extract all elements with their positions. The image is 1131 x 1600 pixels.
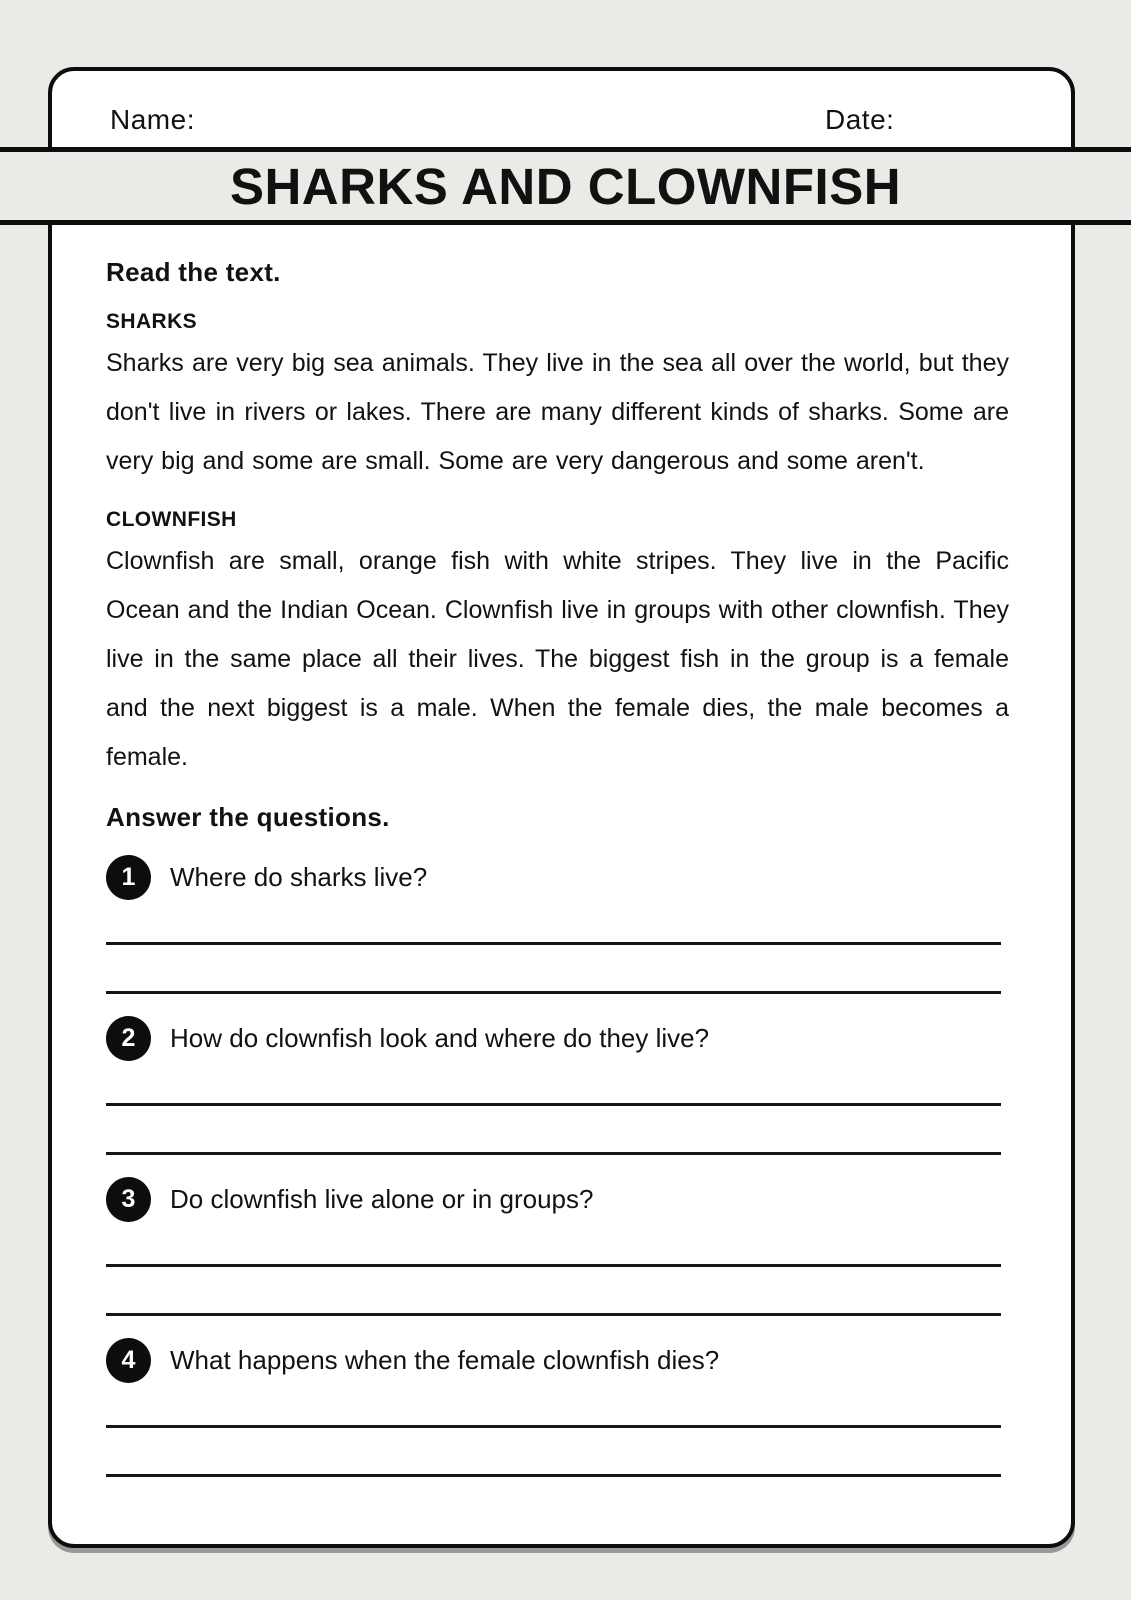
question-text: How do clownfish look and where do they live? xyxy=(170,1022,710,1053)
question-number-badge: 2 xyxy=(106,1016,151,1061)
question-number-badge: 4 xyxy=(106,1338,151,1383)
answer-line[interactable] xyxy=(106,1264,1001,1267)
name-label: Name: xyxy=(110,104,195,135)
question-number-badge: 3 xyxy=(106,1177,151,1222)
title-banner xyxy=(0,147,1131,225)
answer-line[interactable] xyxy=(106,1313,1001,1316)
page-title: SHARKS AND CLOWNFISH xyxy=(229,157,902,215)
section-text-clownfish: Clownfish are small, orange fish with white stripes. They live in the Pacific Ocean and the Indian Ocean. Clownfish live in groups with other clownfish. They live in the same place all their lives. The biggest fish in the group is a female and the next biggest is a male. When the female dies, the male becomes a female. xyxy=(106,547,1009,771)
worksheet-content xyxy=(48,229,1075,1477)
question-text: What happens when the female clownfish dies? xyxy=(170,1344,720,1375)
section-text-sharks: Sharks are very big sea animals. They live in the sea all over the world, but they don't live in rivers or lakes. There are many different kinds of sharks. Some are very big and some are small. Some are very dangerous and some aren't. xyxy=(106,349,1009,475)
date-label: Date: xyxy=(825,104,895,135)
question-text: Where do sharks live? xyxy=(170,861,428,892)
date-input-area[interactable] xyxy=(894,95,1074,129)
date-field xyxy=(825,95,1074,136)
answer-line[interactable] xyxy=(106,942,1001,945)
answer-line[interactable] xyxy=(106,1152,1001,1155)
section-heading-clownfish: CLOWNFISH xyxy=(106,508,237,531)
section-heading-sharks: SHARKS xyxy=(106,310,198,333)
question-row xyxy=(106,1015,1009,1061)
question-text: Do clownfish live alone or in groups? xyxy=(170,1183,594,1214)
answer-line[interactable] xyxy=(106,1425,1001,1428)
name-input-area[interactable] xyxy=(195,95,375,129)
question-row xyxy=(106,854,1009,900)
answer-line[interactable] xyxy=(106,991,1001,994)
question-block-1 xyxy=(106,854,1009,994)
question-block-4 xyxy=(106,1337,1009,1477)
name-date-row xyxy=(52,71,1071,149)
answer-line[interactable] xyxy=(106,1474,1001,1477)
question-block-3 xyxy=(106,1176,1009,1316)
read-instruction: Read the text. xyxy=(106,257,281,287)
question-number-badge: 1 xyxy=(106,855,151,900)
question-row xyxy=(106,1176,1009,1222)
question-block-2 xyxy=(106,1015,1009,1155)
answer-line[interactable] xyxy=(106,1103,1001,1106)
question-row xyxy=(106,1337,1009,1383)
answer-instruction: Answer the questions. xyxy=(106,802,390,832)
name-field xyxy=(110,95,375,136)
